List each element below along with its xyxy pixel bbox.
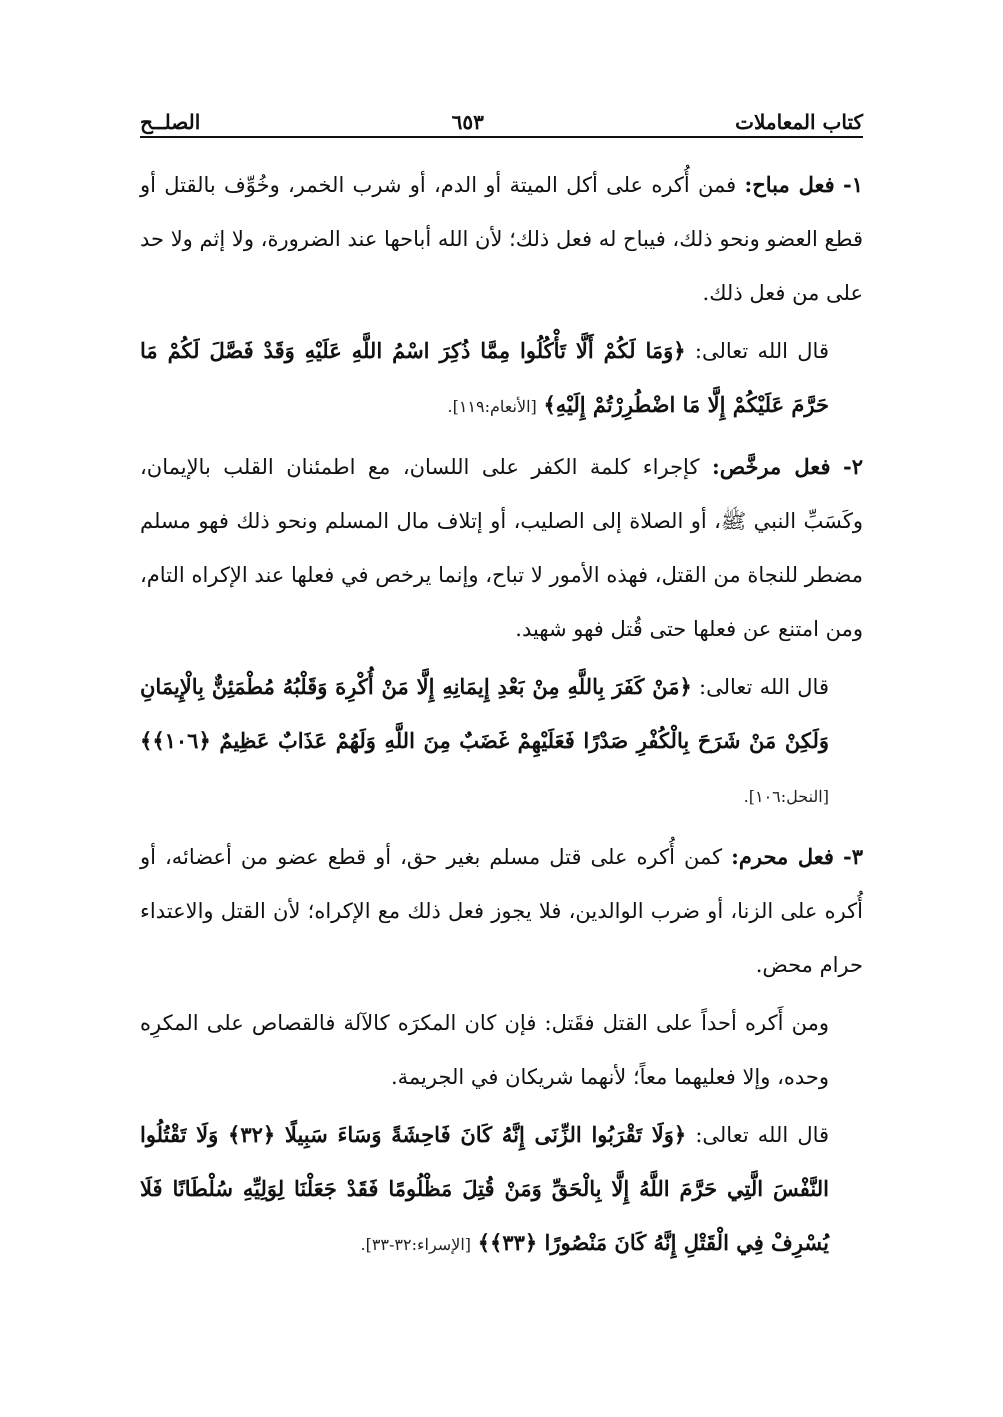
item-term: فعل مباح: xyxy=(744,172,835,197)
quran-verse: وَلَا تَقْرَبُوا الزِّنَى إِنَّهُ كَانَ فَاحِشَةً وَسَاءَ سَبِيلًا ﴿٣٢﴾ وَلَا تَقْتُلُوا النَّفْسَ الَّتِي حَرَّمَ اللَّهُ إِلَّا بِالْحَقِّ وَمَنْ قُتِلَ مَظْلُومًا فَقَدْ جَعَلْنَا لِوَلِيِّهِ سُلْطَانًا فَلَا يُسْرِفْ فِي الْقَتْلِ إِنَّهُ كَانَ مَنْصُورًا ﴿٣٣﴾ xyxy=(140,1122,829,1255)
book-title: كتاب المعاملات xyxy=(735,110,863,134)
page-header xyxy=(140,98,863,134)
ruling-item-1 xyxy=(140,158,863,320)
ornate-bracket-close-icon: ﴾ xyxy=(543,392,556,417)
item-number: ١- xyxy=(842,172,863,197)
ornate-bracket-open-icon: ﴿ xyxy=(673,1122,687,1147)
ornate-bracket-open-icon: ﴿ xyxy=(679,674,692,699)
header-divider xyxy=(140,136,863,138)
verse-intro: قال الله تعالى: xyxy=(695,1123,830,1147)
verse-block-3 xyxy=(140,1108,863,1272)
quran-verse: وَمَا لَكُمْ أَلَّا تَأْكُلُوا مِمَّا ذُكِرَ اسْمُ اللَّهِ عَلَيْهِ وَقَدْ فَصَّلَ لَكُمْ مَا حَرَّمَ عَلَيْكُمْ إِلَّا مَا اضْطُرِرْتُمْ إِلَيْهِ xyxy=(140,338,829,417)
verse-reference: [الأنعام:١١٩]. xyxy=(447,397,537,416)
item-term: فعل محرم: xyxy=(731,844,834,869)
page-body xyxy=(140,158,863,1278)
explanation-paragraph: ومن أَكره أحداً على القتل فقَتل: فإن كان المكرَه كالآلة فالقصاص على المكرِه وحده، وإلا فعليهما معاً؛ لأنهما شريكان في الجريمة. xyxy=(140,1011,829,1089)
item-number: ٣- xyxy=(843,844,863,869)
ornate-bracket-open-icon: ﴿ xyxy=(673,338,686,363)
page-number: ٦٥٣ xyxy=(451,110,484,134)
verse-block-1 xyxy=(140,324,863,434)
item-term: فعل مرخَّص: xyxy=(711,454,831,479)
verse-intro: قال الله تعالى: xyxy=(694,339,829,363)
verse-reference: [الإسراء:٣٢-٣٣]. xyxy=(360,1235,471,1254)
ruling-item-3 xyxy=(140,830,863,992)
verse-intro: قال الله تعالى: xyxy=(699,675,829,699)
item-text: كإجراء كلمة الكفر على اللسان، مع اطمئنان القلب بالإيمان، وكَسَبِّ النبي ﷺ، أو الصلاة إلى الصليب، أو إتلاف مال المسلم ونحو ذلك فهو مسلم مضطر للنجاة من القتل، فهذه الأمور لا تباح، وإنما يرخص في فعلها عند الإكراه التام، ومن امتنع عن فعلها حتى قُتل فهو شهيد. xyxy=(140,455,863,641)
verse-reference: [النحل:١٠٦]. xyxy=(743,787,829,806)
item-number: ٢- xyxy=(843,454,863,479)
ornate-bracket-close-icon: ﴾ xyxy=(140,728,153,753)
item-text: فمن أُكره على أكل الميتة أو الدم، أو شرب الخمر، وخُوِّف بالقتل أو قطع العضو ونحو ذلك، فيباح له فعل ذلك؛ لأن الله أباحها عند الضرورة، ولا إثم ولا حد على من فعل ذلك. xyxy=(140,173,863,305)
quran-verse: مَنْ كَفَرَ بِاللَّهِ مِنْ بَعْدِ إِيمَانِهِ إِلَّا مَنْ أُكْرِهَ وَقَلْبُهُ مُطْمَئِنٌّ بِالْإِيمَانِ وَلَكِنْ مَنْ شَرَحَ بِالْكُفْرِ صَدْرًا فَعَلَيْهِمْ غَضَبٌ مِنَ اللَّهِ وَلَهُمْ عَذَابٌ عَظِيمٌ ﴿١٠٦﴾ xyxy=(140,674,829,753)
item-text: كمن أُكره على قتل مسلم بغير حق، أو قطع عضو من أعضائه، أو أُكره على الزنا، أو ضرب الوالدين، فلا يجوز فعل ذلك مع الإكراه؛ لأن القتل والاعتداء حرام محض. xyxy=(140,845,863,977)
verse-block-2 xyxy=(140,660,863,824)
ornate-bracket-close-icon: ﴾ xyxy=(477,1230,490,1255)
ruling-item-2 xyxy=(140,440,863,656)
chapter-title: الصلــح xyxy=(140,110,201,134)
